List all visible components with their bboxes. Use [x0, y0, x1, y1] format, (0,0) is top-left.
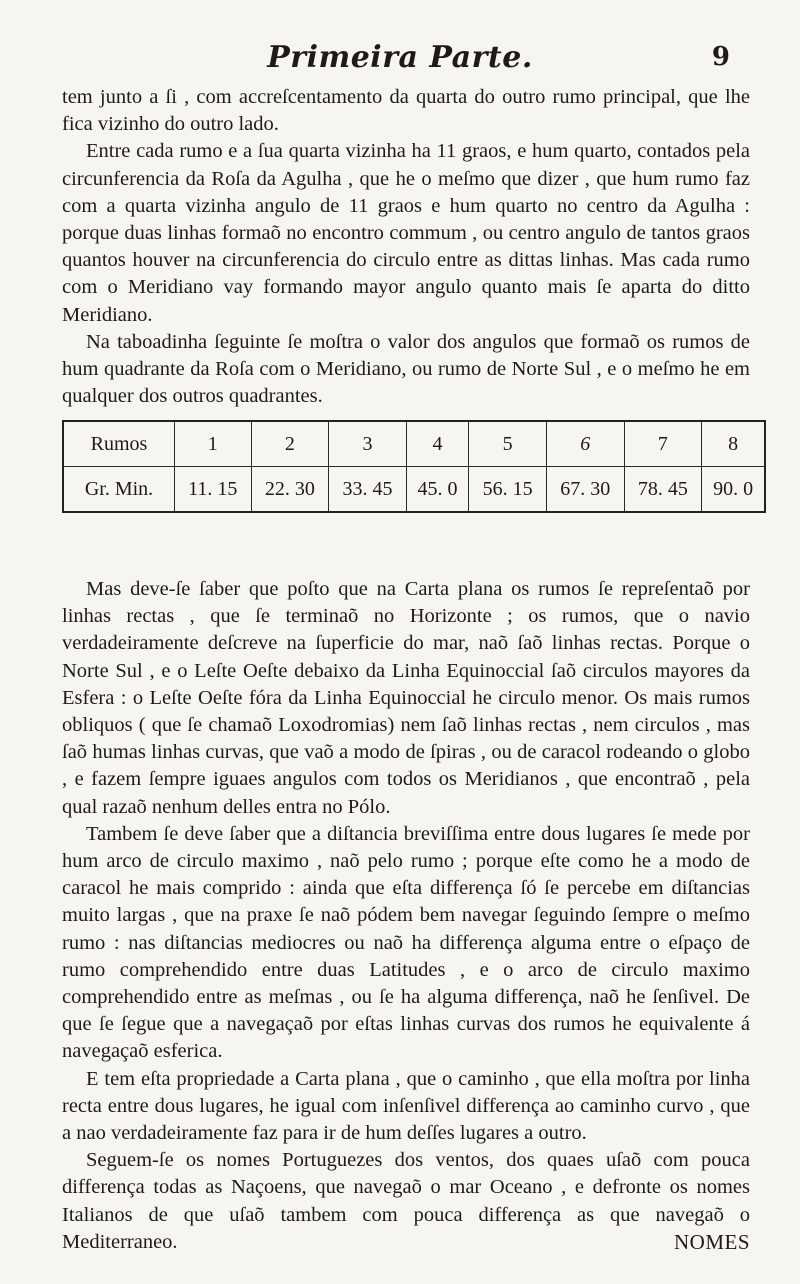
table-cell-angle: 11. 15	[175, 467, 252, 513]
table-cell-angle: 22. 30	[251, 467, 329, 513]
table-cell-rumo: 6	[546, 421, 624, 467]
paragraph: Seguem-ſe os nomes Portuguezes dos ventos, dos quaes uſaõ com pouca differença todas as Naçoens, que navegaõ o mar Oceano , e defronte os nomes Italianos de que uſaõ tambem com pouca differença as que navegaõ o Mediterraneo.	[62, 1149, 750, 1253]
table-cell-angle: 78. 45	[624, 467, 702, 513]
table-cell-rumo: 3	[329, 421, 407, 467]
table-cell-angle: 67. 30	[546, 467, 624, 513]
table-row-label: Rumos	[63, 421, 175, 467]
table-row-rumos	[63, 421, 765, 467]
table-cell-rumo: 1	[175, 421, 252, 467]
paragraph: Entre cada rumo e a ſua quarta vizinha ha 11 graos, e hum quarto, contados pela circunferencia da Roſa da Agulha , que he o meſmo que dizer , que hum rumo faz com a quarta vizinha angulo de 11 graos e hum quarto no centro da Agulha : porque duas linhas formaõ no encontro commum , ou centro angulo de tantos graos quantos houver na circunferencia do circulo entre as dittas linhas. Mas cada rumo com o Meridiano vay formando mayor angulo quanto mais ſe aparta do ditto Meridiano.	[62, 140, 750, 326]
table-cell-rumo: 8	[702, 421, 765, 467]
catchword: NOMES	[673, 1230, 750, 1254]
table-row-angles	[63, 467, 765, 513]
table-cell-rumo: 7	[624, 421, 702, 467]
table-cell-angle: 56. 15	[469, 467, 547, 513]
running-title: Primeira Parte.	[267, 40, 533, 75]
table-row-label: Gr. Min.	[63, 467, 175, 513]
table-cell-angle: 45. 0	[406, 467, 468, 513]
rumos-angle-table	[62, 420, 766, 513]
paragraph: Tambem ſe deve ſaber que a diſtancia breviſſima entre dous lugares ſe mede por hum arco de circulo maximo , naõ pelo rumo ; porque eſte como he a modo de caracol he mais comprido : ainda que eſta differença ſó ſe percebe em diſtancias muito largas , que na praxe ſe naõ pódem bem navegar ſeguindo ſempre o meſmo rumo : nas diſtancias mediocres ou naõ ha differença alguma entre o eſpaço de rumo comprehendido entre duas Latitudes , e o arco de circulo maximo comprehendido entre as meſmas , ou ſe ha alguma differença, naõ he ſenſivel. De que ſe ſegue que a navegaçaõ por eſtas linhas curvas dos rumos he equivalente á navegaçaõ esferica.	[62, 822, 750, 1063]
text-block-top	[62, 84, 750, 410]
table-cell-rumo: 4	[406, 421, 468, 467]
paragraph: tem junto a ſi , com accreſcentamento da quarta do outro rumo principal, que lhe fica vizinho do outro lado.	[62, 86, 750, 136]
page-number: 9	[711, 42, 730, 72]
text-block-bottom	[62, 576, 750, 1256]
table-cell-rumo: 2	[251, 421, 329, 467]
paragraph: Mas deve-ſe ſaber que poſto que na Carta plana os rumos ſe repreſentaõ por linhas rectas , que ſe terminaõ no Horizonte ; os rumos, que o navio verdadeiramente deſcreve na ſuperficie do mar, naõ ſaõ linhas rectas. Porque o Norte Sul , e o Leſte Oeſte debaixo da Linha Equinoccial ſaõ circulos mayores da Esfera : o Leſte Oeſte fóra da Linha Equinoccial he circulo menor. Os mais rumos obliquos ( que ſe chamaõ Loxodromias) nem ſaõ linhas rectas , nem circulos , mas ſaõ humas linhas curvas, que vaõ a modo de ſpiras , ou de caracol rodeando o globo , e fazem ſempre iguaes angulos com todos os Meridianos , que encontraõ , pela qual razaõ nenhum delles entra no Pólo.	[62, 578, 750, 818]
page-header	[0, 40, 800, 80]
table-cell-angle: 33. 45	[329, 467, 407, 513]
table-cell-angle: 90. 0	[702, 467, 765, 513]
table-cell-rumo: 5	[469, 421, 547, 467]
paragraph: Na taboadinha ſeguinte ſe moſtra o valor dos angulos que formaõ os rumos de hum quadrante da Roſa com o Meridiano, ou rumo de Norte Sul , e o meſmo he em qualquer dos outros quadrantes.	[62, 330, 750, 408]
paragraph: E tem eſta propriedade a Carta plana , que o caminho , que ella moſtra por linha recta entre dous lugares, he igual com inſenſivel differença ao caminho curvo , que a nao verdadeiramente faz para ir de hum deſſes lugares a outro.	[62, 1067, 750, 1145]
